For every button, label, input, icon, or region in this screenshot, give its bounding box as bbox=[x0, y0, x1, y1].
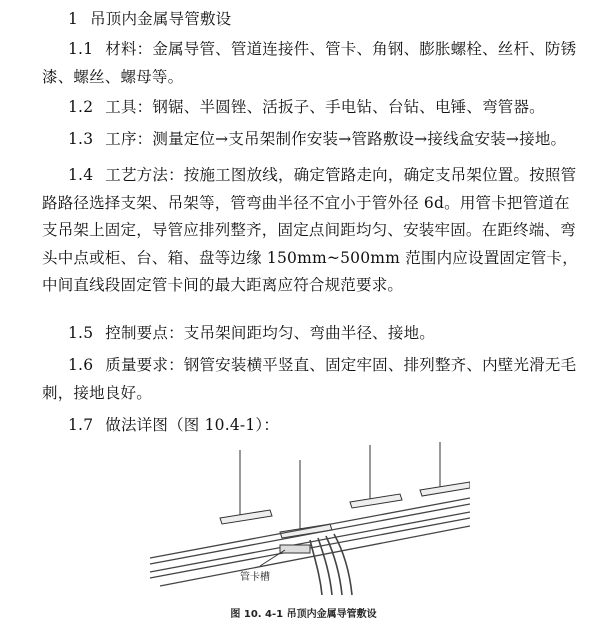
support-bracket bbox=[220, 510, 272, 524]
item-text: 材料：金属导管、管道连接件、管卡、角钢、膨胀螺栓、丝杆、防锈漆、螺丝、螺母等。 bbox=[42, 40, 577, 86]
section-number: 1 bbox=[68, 10, 79, 28]
section-heading bbox=[42, 6, 582, 34]
support-bracket bbox=[420, 482, 470, 496]
item-1-6 bbox=[42, 352, 582, 407]
item-text: 工艺方法：按施工图放线，确定管路走向，确定支吊架位置。按照管路路径选择支架、吊架等，管弯曲半径不宜小于管外径 6d。用管卡把管道在支吊架上固定，导管应排列整齐，固定点间距均匀、安装牢固。在距终端、弯头中点或柜、台、箱、盘等边缘 150mm~500mm 范围内应设置固定管卡，中间直线段固定管卡间的最大距离应符合规范要求。 bbox=[42, 166, 578, 294]
item-number: 1.6 bbox=[68, 356, 94, 374]
figure-label: 管卡槽 bbox=[240, 572, 270, 583]
section-title: 吊顶内金属导管敷设 bbox=[90, 10, 232, 28]
item-number: 1.7 bbox=[68, 416, 94, 434]
item-1-7 bbox=[42, 412, 582, 440]
item-text: 工具：钢锯、半圆锉、活扳子、手电钻、台钻、电锤、弯管器。 bbox=[105, 98, 545, 116]
item-number: 1.5 bbox=[68, 324, 94, 342]
item-number: 1.1 bbox=[68, 40, 94, 58]
conduit-figure bbox=[140, 440, 470, 600]
item-text: 做法详图（图 10.4-1）： bbox=[105, 416, 280, 434]
item-1-3 bbox=[42, 126, 582, 154]
support-bracket bbox=[350, 494, 402, 508]
item-1-4 bbox=[42, 162, 582, 300]
item-1-1 bbox=[42, 36, 582, 91]
item-text: 质量要求：钢管安装横平竖直、固定牢固、排列整齐、内壁光滑无毛刺，接地良好。 bbox=[42, 356, 577, 402]
item-text: 工序：测量定位→支吊架制作安装→管路敷设→接线盒安装→接地。 bbox=[105, 130, 567, 148]
figure-caption: 图 10. 4-1 吊顶内金属导管敷设 bbox=[230, 609, 377, 620]
conduit-drawing bbox=[140, 440, 470, 600]
clamp-base bbox=[280, 545, 310, 553]
item-number: 1.2 bbox=[68, 98, 94, 116]
item-1-2 bbox=[42, 94, 582, 122]
item-text: 控制要点：支吊架间距均匀、弯曲半径、接地。 bbox=[105, 324, 435, 342]
item-number: 1.4 bbox=[68, 166, 94, 184]
item-1-5 bbox=[42, 320, 582, 348]
item-number: 1.3 bbox=[68, 130, 94, 148]
